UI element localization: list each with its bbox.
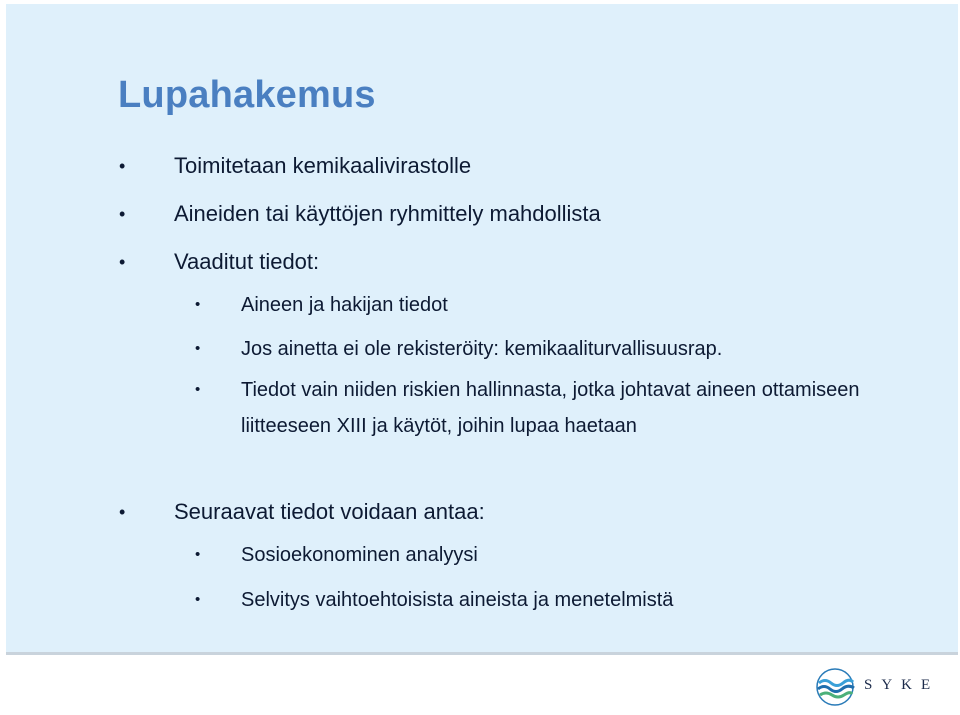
bullet-icon: • bbox=[119, 502, 126, 522]
sub-bullet-text: Selvitys vaihtoehtoisista aineista ja menetelmistä bbox=[241, 589, 674, 611]
syke-waves-logo-icon bbox=[812, 667, 858, 707]
bullet-text: Seuraavat tiedot voidaan antaa: bbox=[174, 499, 485, 524]
slide-title: Lupahakemus bbox=[118, 74, 376, 116]
sub-bullet-text: Sosioekonominen analyysi bbox=[241, 544, 478, 566]
sub-bullet-icon: • bbox=[195, 340, 201, 357]
sub-bullet-text: Jos ainetta ei ole rekisteröity: kemikaaliturvallisuusrap. bbox=[241, 338, 723, 360]
sub-bullet-icon: • bbox=[195, 381, 201, 398]
sub-bullet-icon: • bbox=[195, 546, 201, 563]
bullet-icon: • bbox=[119, 252, 126, 272]
bullet-icon: • bbox=[119, 204, 126, 224]
bullet-text: Aineiden tai käyttöjen ryhmittely mahdollista bbox=[174, 201, 601, 226]
sub-bullet-text: Tiedot vain niiden riskien hallinnasta, jotka johtavat aineen ottamiseen liitteeseen XIII ja käytöt, joihin lupaa haetaan bbox=[241, 379, 860, 437]
bullet-text: Vaaditut tiedot: bbox=[174, 249, 320, 274]
sub-bullet-text: Aineen ja hakijan tiedot bbox=[241, 294, 448, 316]
sub-bullet-icon: • bbox=[195, 296, 201, 313]
bullet-text: Toimitetaan kemikaalivirastolle bbox=[174, 153, 472, 178]
syke-logo bbox=[812, 664, 952, 710]
logo-text: SYKE bbox=[864, 677, 940, 693]
bullet-icon: • bbox=[119, 156, 126, 176]
sub-bullet-icon: • bbox=[195, 591, 201, 608]
